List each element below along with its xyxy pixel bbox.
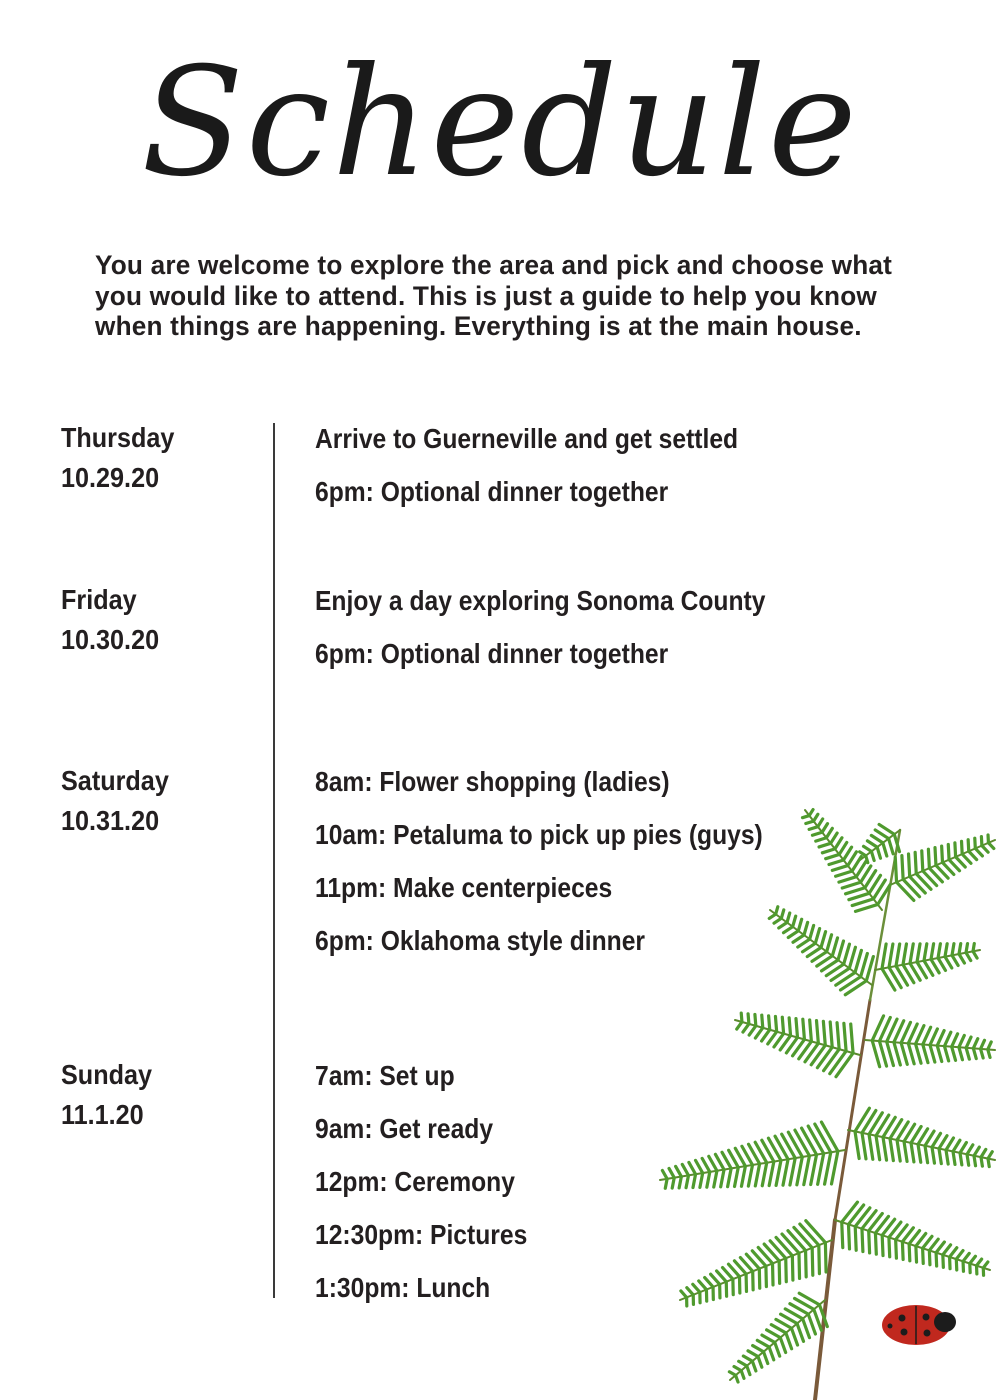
event-item: 6pm: Optional dinner together xyxy=(315,476,669,507)
day-date: 10.31.20 xyxy=(61,805,160,836)
day-label-thursday xyxy=(61,418,174,498)
events-friday xyxy=(315,574,765,680)
event-item: 6pm: Oklahoma style dinner xyxy=(315,925,645,956)
day-date: 11.1.20 xyxy=(61,1099,144,1130)
event-item: 12pm: Ceremony xyxy=(315,1166,515,1197)
day-date: 10.30.20 xyxy=(61,624,160,655)
day-name: Saturday xyxy=(61,765,169,796)
day-name: Sunday xyxy=(61,1059,153,1090)
ladybug-illustration xyxy=(882,1305,956,1345)
day-label-saturday xyxy=(61,761,169,841)
day-label-friday xyxy=(61,580,159,660)
day-name: Thursday xyxy=(61,422,175,453)
day-label-sunday xyxy=(61,1055,152,1135)
event-item: 8am: Flower shopping (ladies) xyxy=(315,766,670,797)
page-title: Schedule xyxy=(141,36,859,210)
day-date: 10.29.20 xyxy=(61,462,160,493)
fern-branch-illustration xyxy=(620,800,1000,1400)
event-item: Enjoy a day exploring Sonoma County xyxy=(315,585,766,616)
event-item: Arrive to Guerneville and get settled xyxy=(315,423,739,454)
events-thursday xyxy=(315,412,738,518)
event-item: 7am: Set up xyxy=(315,1060,455,1091)
day-name: Friday xyxy=(61,584,137,615)
event-item: 11pm: Make centerpieces xyxy=(315,872,613,903)
intro-paragraph: You are welcome to explore the area and pick and choose what you would like to attend. This is just a guide to help you know when things are happening. Everything is at the main house. xyxy=(95,250,893,341)
event-item: 1:30pm: Lunch xyxy=(315,1272,491,1303)
event-item: 12:30pm: Pictures xyxy=(315,1219,528,1250)
event-item: 6pm: Optional dinner together xyxy=(315,638,669,669)
event-item: 10am: Petaluma to pick up pies (guys) xyxy=(315,819,763,850)
events-sunday xyxy=(315,1049,527,1314)
column-divider xyxy=(273,423,275,1298)
event-item: 9am: Get ready xyxy=(315,1113,494,1144)
